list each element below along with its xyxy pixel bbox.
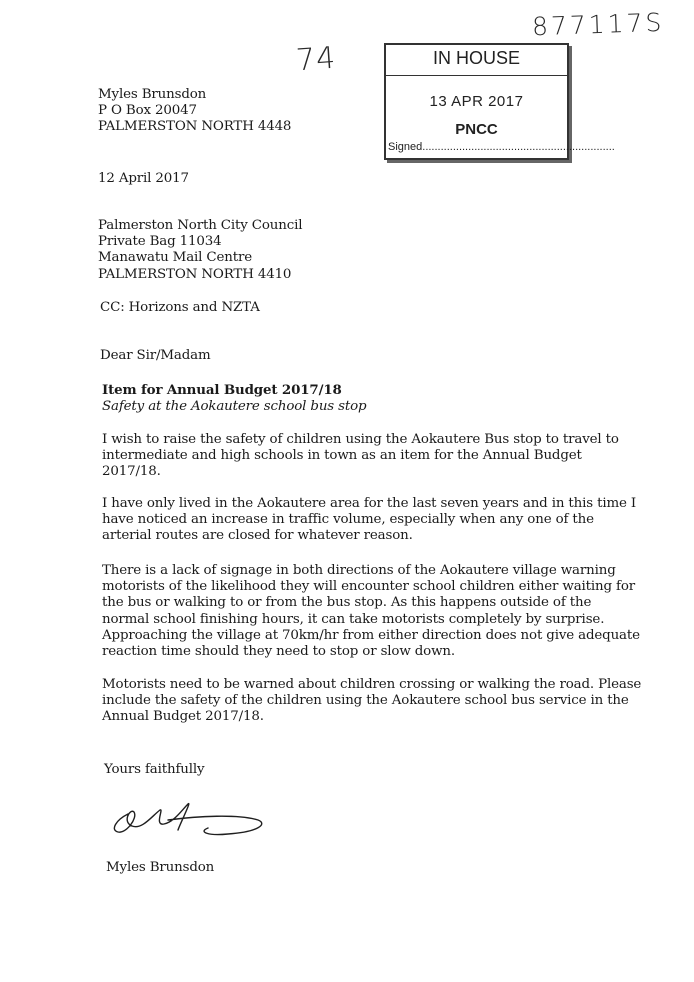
stamp-signed-label: Signed (388, 141, 423, 153)
recipient-line3: Manawatu Mail Centre (98, 250, 253, 266)
stamp-date: 13 APR 2017 (429, 93, 524, 110)
sender-address-line1: P O Box 20047 (98, 103, 197, 119)
sender-address-line2: PALMERSTON NORTH 4448 (98, 119, 292, 135)
recipient-address (98, 218, 302, 283)
stamp-divider (386, 75, 567, 76)
handwritten-reference-number: 877117S (531, 7, 665, 42)
paragraph-line: Annual Budget 2017/18. (102, 709, 264, 725)
paragraph-line: I have only lived in the Aokautere area for the last seven years and in this time I (102, 496, 637, 511)
body-paragraph-1 (102, 432, 619, 481)
paragraph-line: reaction time should they need to stop or slow down. (102, 644, 455, 660)
letter-date: 12 April 2017 (98, 171, 189, 186)
subject-subtitle: Safety at the Aokautere school bus stop (102, 399, 367, 414)
handwritten-signature (108, 800, 278, 848)
salutation: Dear Sir/Madam (100, 348, 211, 363)
subject-title: Item for Annual Budget 2017/18 (102, 382, 342, 398)
closing: Yours faithfully (104, 762, 205, 777)
stamp-signed-dots: ............................................................... (422, 141, 615, 153)
recipient-line1: Palmerston North City Council (98, 218, 303, 233)
paragraph-line: There is a lack of signage in both directions of the Aokautere village warning (102, 563, 616, 578)
paragraph-line: have noticed an increase in traffic volume, especially when any one of the (102, 512, 594, 528)
body-paragraph-2 (102, 496, 636, 545)
paragraph-line: the bus or walking to or from the bus stop. As this happens outside of the (102, 595, 592, 611)
paragraph-line: normal school finishing hours, it can take motorists completely by surprise. (102, 611, 605, 627)
body-paragraph-4 (102, 677, 641, 726)
handwritten-page-mark: 74 (294, 40, 338, 79)
paragraph-line: intermediate and high schools in town as an item for the Annual Budget (102, 448, 582, 464)
paragraph-line: motorists of the likelihood they will encounter school children either waiting for (102, 579, 635, 595)
paragraph-line: I wish to raise the safety of children using the Aokautere Bus stop to travel to (102, 432, 619, 447)
cc-line: CC: Horizons and NZTA (100, 300, 260, 315)
stamp-title: IN HOUSE (432, 48, 520, 68)
stamp-organisation: PNCC (455, 121, 498, 138)
paragraph-line: Approaching the village at 70km/hr from either direction does not give adequate (102, 627, 640, 643)
recipient-line4: PALMERSTON NORTH 4410 (98, 266, 292, 282)
body-paragraph-3 (102, 563, 640, 660)
paragraph-line: arterial routes are closed for whatever reason. (102, 528, 413, 544)
stamp-signed-line (388, 141, 615, 153)
paragraph-line: include the safety of the children using the Aokautere school bus service in the (102, 693, 629, 709)
signature-name: Myles Brunsdon (106, 860, 215, 875)
sender-address (98, 87, 291, 136)
paragraph-line: 2017/18. (102, 464, 161, 480)
received-stamp (384, 43, 615, 160)
paragraph-line: Motorists need to be warned about children crossing or walking the road. Please (102, 677, 642, 692)
sender-name: Myles Brunsdon (98, 87, 207, 102)
recipient-line2: Private Bag 11034 (98, 234, 222, 250)
